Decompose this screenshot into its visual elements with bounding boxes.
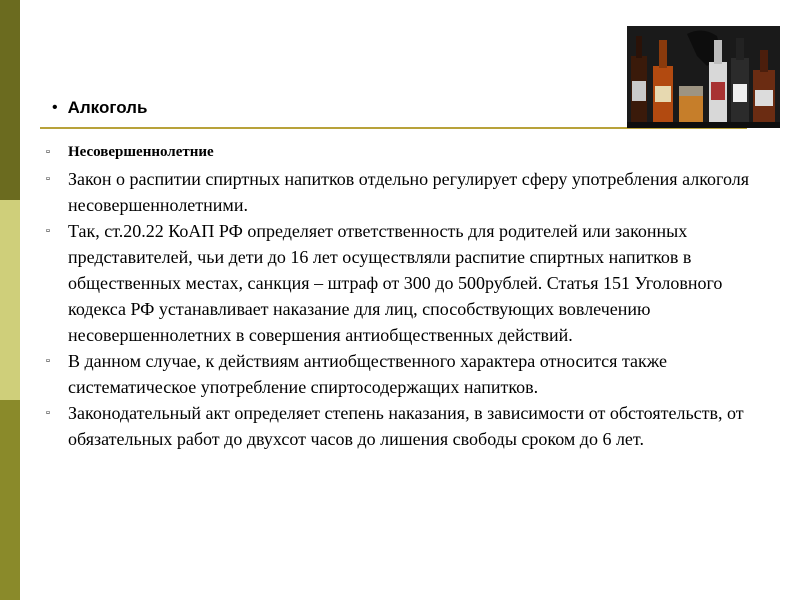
sidebar-stripe-top bbox=[0, 0, 20, 200]
slide-title-row bbox=[52, 98, 147, 118]
sidebar-stripe-middle bbox=[0, 200, 20, 400]
sidebar-stripe-bottom bbox=[0, 400, 20, 600]
bullet-square-icon: ▫ bbox=[46, 225, 50, 237]
bullet-square-icon: ▫ bbox=[46, 355, 50, 367]
list-item-text: В данном случае, к действиям антиобщественного характера относится также систематическое употребление спиртосодержащих напитков. bbox=[68, 351, 667, 397]
bullet-dot-icon: • bbox=[52, 99, 58, 116]
bullet-square-icon: ▫ bbox=[46, 173, 50, 185]
list-item bbox=[44, 142, 764, 166]
list-item bbox=[44, 348, 764, 400]
bullet-square-icon: ▫ bbox=[46, 407, 50, 419]
list-item-text: Несовершеннолетние bbox=[68, 144, 214, 160]
list-item-text: Так, ст.20.22 КоАП РФ определяет ответственность для родителей или законных представителей, чьи дети до 16 лет осуществляли распитие спиртных напитков в общественных местах, санкция – штраф от 300 до 500рублей. Статья 151 Уголовного кодекса РФ устанавливает наказание для лиц, способствующих вовлечению несовершеннолетних в совершения антиобщественных действий. bbox=[68, 221, 723, 345]
alcohol-bottles-photo bbox=[627, 26, 780, 128]
bullet-square-icon: ▫ bbox=[46, 146, 50, 158]
list-item-text: Закон о распитии спиртных напитков отдельно регулирует сферу употребления алкоголя несовершеннолетними. bbox=[68, 169, 749, 215]
bullet-list bbox=[44, 142, 764, 452]
list-item-text: Законодательный акт определяет степень наказания, в зависимости от обстоятельств, от обязательных работ до двухсот часов до лишения свободы сроком до 6 лет. bbox=[68, 403, 744, 449]
list-item bbox=[44, 400, 764, 452]
list-item bbox=[44, 166, 764, 218]
slide-title: Алкоголь bbox=[67, 98, 148, 117]
list-item bbox=[44, 218, 764, 348]
